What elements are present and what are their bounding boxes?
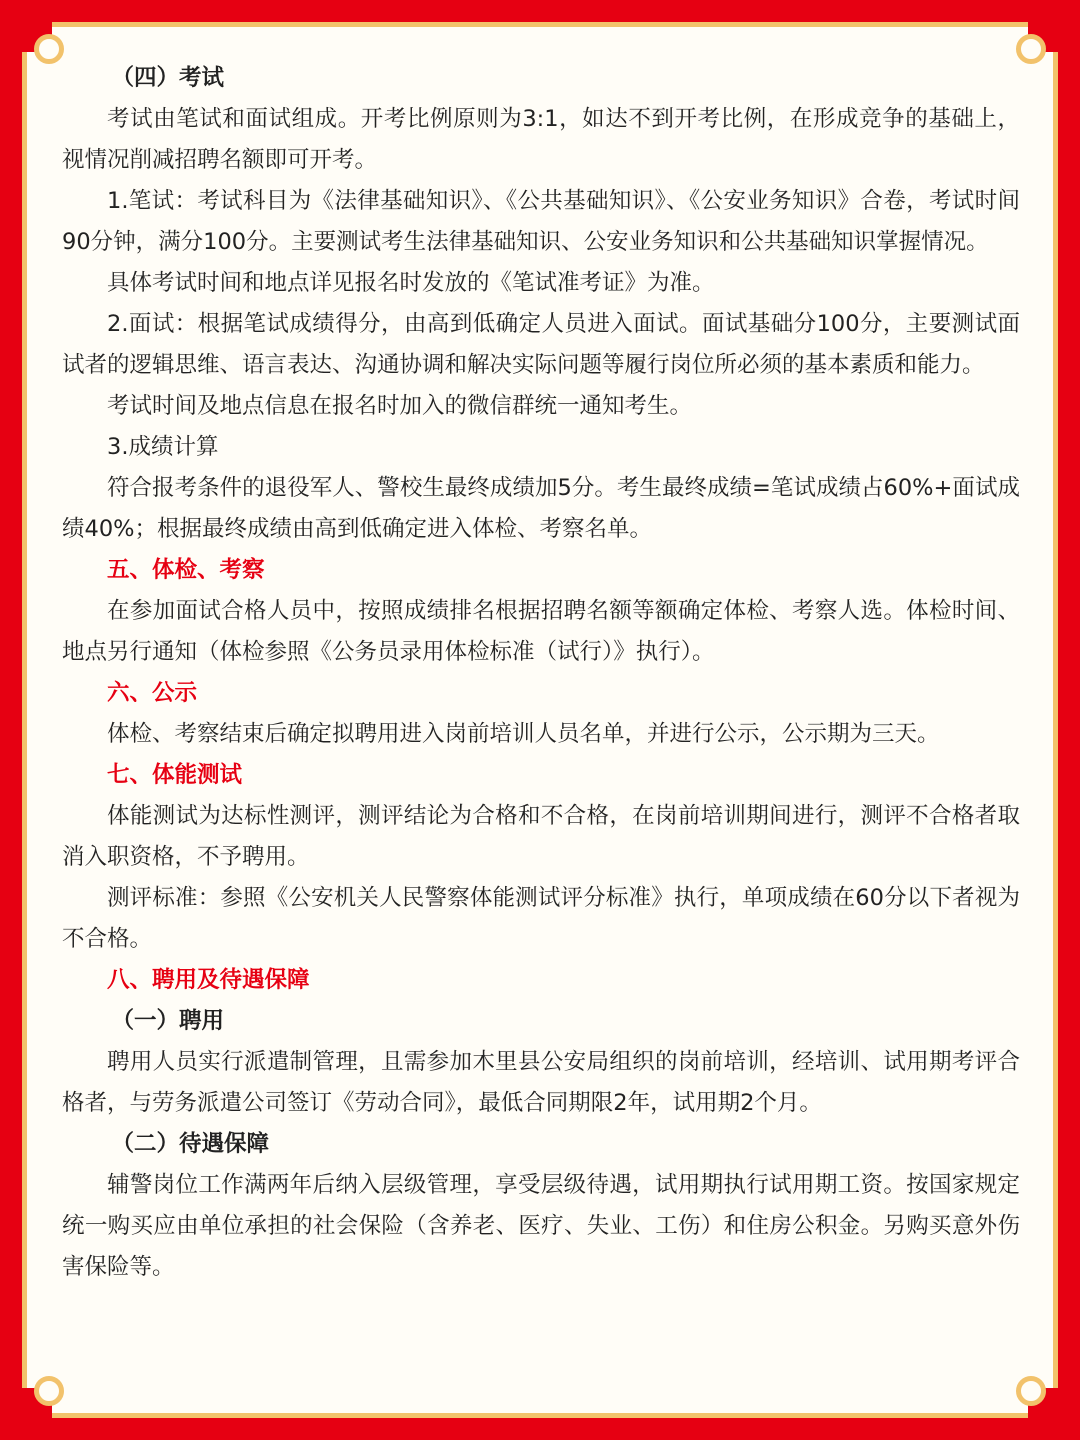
paragraph: 2.面试：根据笔试成绩得分，由高到低确定人员进入面试。面试基础分100分，主要测试面试者的逻辑思维、语言表达、沟通协调和解决实际问题等履行岗位所必须的基本素质和能力。 (62, 311, 1020, 378)
paragraph: 体检、考察结束后确定拟聘用进入岗前培训人员名单，并进行公示，公示期为三天。 (107, 721, 940, 747)
corner-ornament (1028, 1388, 1058, 1418)
paragraph: 1.笔试：考试科目为《法律基础知识》、《公共基础知识》、《公安业务知识》合卷，考试时间90分钟，满分100分。主要测试考生法律基础知识、公安业务知识和公共基础知识掌握情况。 (62, 188, 1020, 255)
subheading-exam: （四）考试 (111, 65, 225, 91)
paragraph: 辅警岗位工作满两年后纳入层级管理，享受层级待遇，试用期执行试用期工资。按国家规定统一购买应由单位承担的社会保险（含养老、医疗、失业、工伤）和住房公积金。另购买意外伤害保险等。 (62, 1172, 1020, 1280)
paragraph: 聘用人员实行派遣制管理，且需参加木里县公安局组织的岗前培训，经培训、试用期考评合格者，与劳务派遣公司签订《劳动合同》，最低合同期限2年，试用期2个月。 (62, 1049, 1020, 1116)
paragraph: 考试由笔试和面试组成。开考比例原则为3:1，如达不到开考比例，在形成竞争的基础上，视情况削减招聘名额即可开考。 (62, 106, 1020, 173)
paragraph: 体能测试为达标性测评，测评结论为合格和不合格，在岗前培训期间进行，测评不合格者取消入职资格，不予聘用。 (62, 803, 1020, 870)
paragraph: 具体考试时间和地点详见报名时发放的《笔试准考证》为准。 (107, 270, 715, 296)
section-heading-fitness: 七、体能测试 (107, 762, 243, 788)
section-heading-employment: 八、聘用及待遇保障 (107, 967, 310, 993)
subheading-benefits: （二）待遇保障 (111, 1131, 270, 1157)
paragraph: 在参加面试合格人员中，按照成绩排名根据招聘名额等额确定体检、考察人选。体检时间、地点另行通知（体检参照《公务员录用体检标准（试行）》执行）。 (62, 598, 1020, 665)
paragraph: 测评标准：参照《公安机关人民警察体能测试评分标准》执行，单项成绩在60分以下者视为不合格。 (62, 885, 1020, 952)
document-body (62, 58, 1020, 1288)
corner-ornament (1028, 22, 1058, 52)
section-heading-medical: 五、体检、考察 (107, 557, 265, 583)
subheading-hiring: （一）聘用 (111, 1008, 225, 1034)
corner-ornament (22, 1388, 52, 1418)
corner-ornament (22, 22, 52, 52)
paragraph: 3.成绩计算 (107, 434, 219, 460)
section-heading-publicity: 六、公示 (107, 680, 198, 706)
paragraph: 考试时间及地点信息在报名时加入的微信群统一通知考生。 (107, 393, 693, 419)
paragraph: 符合报考条件的退役军人、警校生最终成绩加5分。考生最终成绩=笔试成绩占60%+面试成绩40%；根据最终成绩由高到低确定进入体检、考察名单。 (62, 475, 1020, 542)
